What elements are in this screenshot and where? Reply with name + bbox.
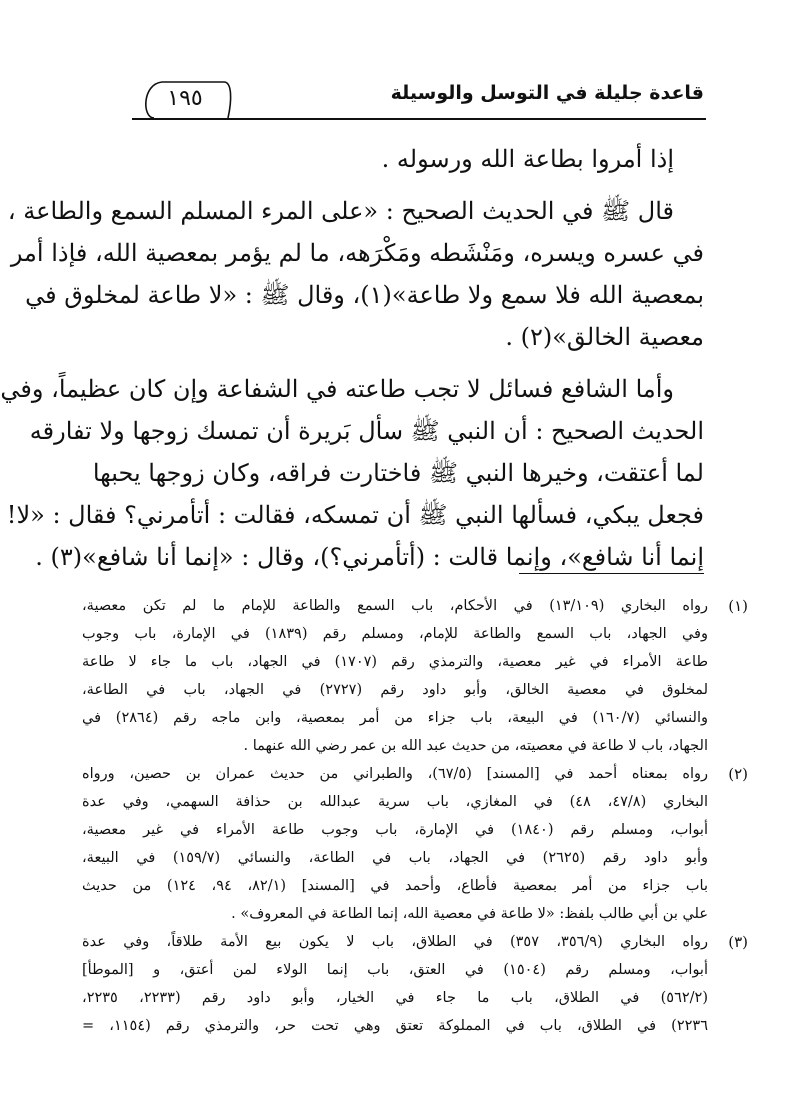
page-number-badge bbox=[140, 80, 230, 120]
footnote-line: رواه البخاري (٣٥٦/٩، ٣٥٧) في الطلاق، باب لا يكون بيع الأمة طلاقاً، وفي عدة bbox=[82, 934, 708, 950]
body-line: في عسره ويسره، ومَنْشَطه ومَكْرَهه، ما لم يؤمر بمعصية الله، فإذا أمر bbox=[10, 239, 704, 267]
footnote-number: (٢) bbox=[728, 765, 748, 783]
body-line: بمعصية الله فلا سمع ولا طاعة»(١)، وقال ﷺ : «لا طاعة لمخلوق في bbox=[25, 281, 704, 309]
body-line: الحديث الصحيح : أن النبي ﷺ سأل بَريرة أن تمسك زوجها ولا تفارقه bbox=[29, 417, 704, 445]
footnote-line: علي بن أبي طالب بلفظ: «لا طاعة في معصية الله، إنما الطاعة في المعروف» . bbox=[231, 906, 708, 922]
footnote-line: طاعة الأمراء في غير معصية، والترمذي رقم (١٧٠٧) في الجهاد، باب ما جاء لا طاعة bbox=[82, 654, 709, 670]
footnote-line: أبواب، ومسلم رقم (١٥٠٤) في العتق، باب إنما الولاء لمن أعتق، و [الموطأ] bbox=[82, 962, 708, 978]
main-text bbox=[0, 138, 704, 578]
page-number: ١٩٥ bbox=[167, 86, 203, 111]
footnote bbox=[82, 592, 748, 760]
footnote-line: رواه بمعناه أحمد في [المسند] (٦٧/٥)، والطبراني من حديث عمران بن حصين، ورواه bbox=[82, 766, 708, 782]
footnote-line: رواه البخاري (١٣/١٠٩) في الأحكام، باب السمع والطاعة للإمام ما لم تكن معصية، bbox=[82, 598, 708, 614]
footnote-line: وأبو داود رقم (٢٦٢٥) في الجهاد، باب في الطاعة، والنسائي (١٥٩/٧) في البيعة، bbox=[82, 850, 708, 866]
footnote-line: ٢٢٣٦) في الطلاق، باب في المملوكة تعتق وهي تحت حر، والترمذي رقم (١١٥٤، = bbox=[82, 1018, 708, 1034]
header-rule bbox=[132, 118, 706, 120]
footnote bbox=[82, 928, 748, 1040]
running-header-title: قاعدة جليلة في التوسل والوسيلة bbox=[390, 82, 704, 104]
footnote-line: وفي الجهاد، باب السمع والطاعة للإمام، ومسلم رقم (١٨٣٩) في الإمارة، باب وجوب bbox=[82, 626, 708, 642]
body-line: لما أعتقت، وخيرها النبي ﷺ فاختارت فراقه، وكان زوجها يحبها bbox=[92, 459, 704, 487]
footnote-line: لمخلوق في معصية الخالق، وأبو داود رقم (٢٧٢٧) في الجهاد، باب في الطاعة، bbox=[82, 682, 708, 698]
footnote-divider bbox=[519, 573, 704, 574]
footnote-line: الجهاد، باب لا طاعة في معصيته، من حديث عبد الله بن عمر رضي الله عنهما . bbox=[243, 738, 708, 754]
body-line: وأما الشافع فسائل لا تجب طاعته في الشفاعة وإن كان عظيماً، وفي bbox=[0, 375, 674, 403]
body-line: إنما أنا شافع»، وإنما قالت : (أتأمرني؟)، وقال : «إنما أنا شافع»(٣) . bbox=[35, 543, 704, 571]
body-line: فجعل يبكي، فسألها النبي ﷺ أن تمسكه، فقالت : أتأمرني؟ فقال : «لا! bbox=[6, 501, 704, 529]
footnote-text bbox=[82, 928, 708, 1040]
footnote-line: البخاري (٤٧/٨، ٤٨) في المغازي، باب سرية عبدالله بن حذافة السهمي، وفي عدة bbox=[82, 794, 708, 810]
footnote-line: والنسائي (١٦٠/٧) في البيعة، باب جزاء من أمر بمعصية، وابن ماجه رقم (٢٨٦٤) في bbox=[82, 710, 708, 726]
footnote bbox=[82, 760, 748, 928]
footnote-number: (٣) bbox=[728, 933, 748, 951]
body-line: معصية الخالق»(٢) . bbox=[505, 323, 704, 351]
footnote-line: أبواب، ومسلم رقم (١٨٤٠) في الإمارة، باب وجوب طاعة الأمراء في غير معصية، bbox=[82, 822, 708, 838]
body-line: إذا أمروا بطاعة الله ورسوله . bbox=[381, 145, 674, 173]
footnote-line: (٥٦٢/٢) في الطلاق، باب ما جاء في الخيار، وأبو داود رقم (٢٢٣٣، ٢٢٣٥، bbox=[82, 990, 708, 1006]
footnote-line: باب جزاء من أمر بمعصية فأطاع، وأحمد في [المسند] (٨٢/١، ٩٤، ١٢٤) من حديث bbox=[82, 878, 709, 894]
footnotes bbox=[82, 592, 748, 1040]
body-line: قال ﷺ في الحديث الصحيح : «على المرء المسلم السمع والطاعة ، bbox=[7, 197, 674, 225]
footnote-number: (١) bbox=[728, 597, 748, 615]
footnote-text bbox=[82, 592, 708, 760]
footnote-text bbox=[82, 760, 708, 928]
